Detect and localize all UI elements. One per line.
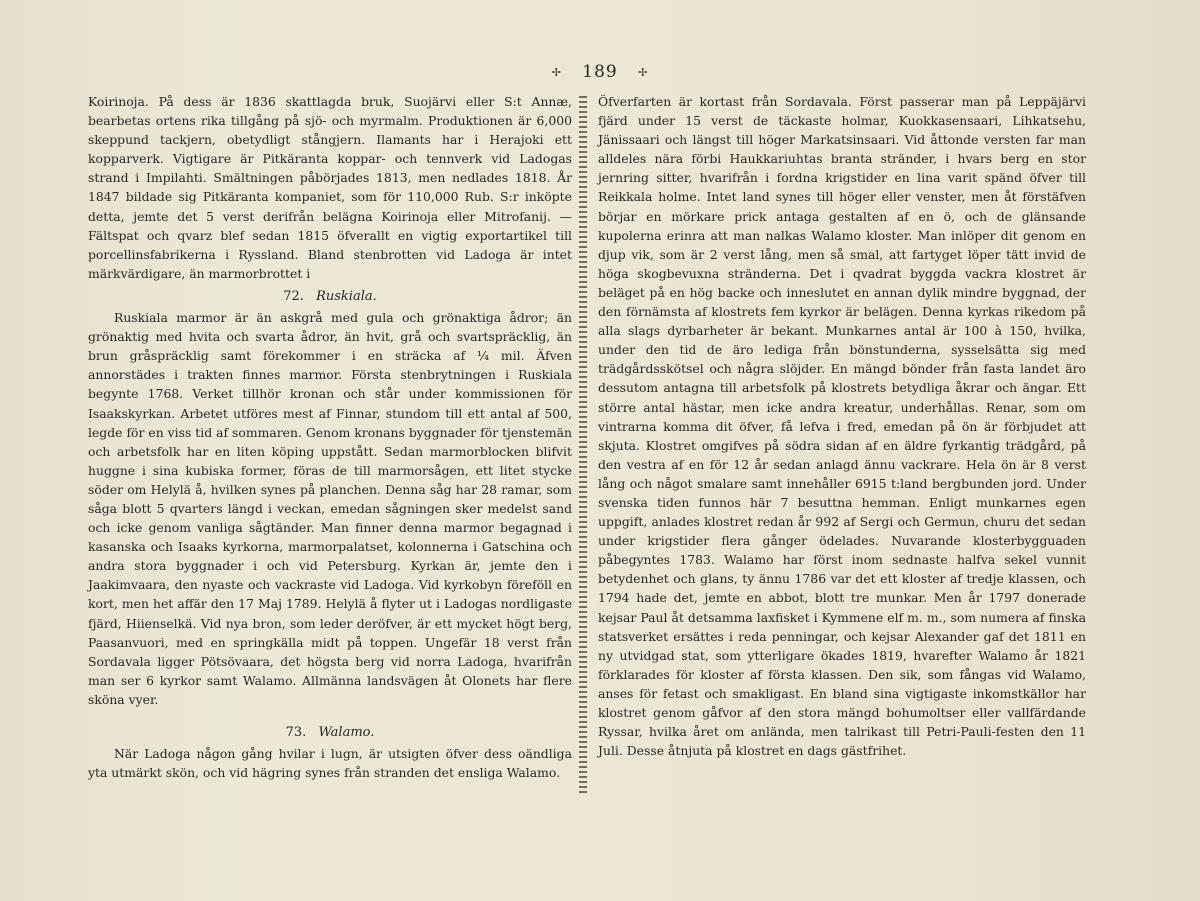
left-column	[88, 92, 572, 782]
page-number: 189	[582, 62, 618, 82]
left-paragraph-3: När Ladoga någon gång hvilar i lugn, är utsigten öfver dess oändliga yta utmärkt skön, och vid hägring synes från stranden det ensliga Walamo.	[88, 746, 572, 781]
section-number: 72.	[283, 288, 304, 304]
left-paragraph-1: Koirinoja. På dess är 1836 skattlagda bruk, Suojärvi eller S:t Annæ, bearbetas ortens rika tillgång på sjö- och myrmalm. Produktionen är 6,000 skeppund tackjern, obetydligt stångjern. Ilamants har i Herajoki ett kopparverk. Vigtigare är Pitkäranta koppar- och tennverk vid Ladogas strand i Impilahti. Smältningen påbörjades 1813, men nedlades 1818. År 1847 bildade sig Pitkäranta kompaniet, som för 110,000 Rub. S:r inköpte detta, jemte det 5 verst derifrån belägna Koirinoja eller Mitrofanij. — Fältspat och qvarz blef sedan 1815 öfverallt en vigtig exportartikel till porcellinsfabrikerna i Ryssland. Bland stenbrotten vid Ladoga är intet märkvärdigare, än marmorbrottet i	[88, 94, 572, 281]
section-heading-73	[88, 723, 572, 742]
column-divider	[579, 96, 587, 796]
ornament-left-icon: ✢	[551, 66, 562, 79]
section-heading-72	[88, 287, 572, 306]
right-column	[598, 92, 1086, 760]
section-title: Ruskiala.	[316, 288, 377, 304]
left-paragraph-2: Ruskiala marmor är än askgrå med gula och grönaktiga ådror; än grönaktig med hvita och svarta ådror, än hvit, grå och svartspräcklig, än brun gråspräcklig samt förekommer i en sträcka af ¼ mil. Äfven annorstädes i trakten finnes marmor. Första stenbrytningen i Ruskiala begynte 1768. Verket tillhör kronan och står under kommissionen för Isaakskyrkan. Arbetet utföres mest af Finnar, stundom till ett antal af 500, legde för en viss tid af sommaren. Genom kronans byggnader för tjenstemän och arbetsfolk har en liten köping uppstått. Sedan marmorblocken blifvit huggne i sina kubiska former, föras de till marmorsågen, ett litet stycke söder om Helylä å, hvilken synes på planchen. Denna såg har 28 ramar, som såga blott 5 qvarters längd i veckan, emedan sågningen sker medelst sand och icke genom vanliga sågtänder. Man finner denna marmor begagnad i kasanska och Isaaks kyrkorna, marmorpalatset, kolonnerna i Gatschina och andra stora byggnader i och vid Petersburg. Kyrkan är, jemte den i Jaakimvaara, den nyaste och vackraste vid Ladoga. Vid kyrkobyn föreföll en kort, men het affär den 17 Maj 1789. Helylä å flyter ut i Ladogas nordligaste fjärd, Hiienselkä. Vid nya bron, som leder deröfver, är ett mycket högt berg, Paasanvuori, med en springkälla midt på toppen. Ungefär 18 verst från Sordavala ligger Pötsövaara, det högsta berg vid norra Ladoga, hvarifrån man ser 6 kyrkor samt Walamo. Allmänna landsvägen åt Olonets har flere sköna vyer.	[88, 310, 572, 707]
right-paragraph-1: Öfverfarten är kortast från Sordavala. Först passerar man på Leppäjärvi fjärd under 15 verst de täckaste holmar, Kuokkasensaari, Lihkatsehu, Jänissaari och längst till höger Markatsinsaari. Vid åttonde versten far man alldeles nära förbi Haukkariuhtas branta stränder, i hvars berg en stor jernring sitter, hvarifrån i fordna krigstider en lina varit spänd öfver till Reikkala holme. Intet land synes till höger eller venster, men åt förstäfven börjar en mörkare prick antaga gestalten af en ö, och de glänsande kupolerna erinra att man nalkas Walamo kloster. Man inlöper dit genom en djup vik, som är 2 verst lång, men så smal, att fartyget löper tätt invid de höga skogbevuxna stränderna. Det i qvadrat byggda vackra klostret är beläget på en hög backe och inneslutet en annan dylik mindre byggnad, der den förnämsta af klostrets fem kyrkor är belägen. Denna kyrkas rikedom på alla slags dyrbarheter är bekant. Munkarnes antal är 100 à 150, hvilka, under den tid de äro lediga från bönstunderna, sysselsätta sig med trädgårdsskötsel och några slöjder. En mängd bönder från fasta landet äro dessutom antagna till arbetsfolk på klostrets betydliga åkrar och ängar. Ett större antal hästar, men icke andra kreatur, underhållas. Renar, som om vintrarna komma dit öfver, få lefva i fred, emedan på ön är förbjudet att skjuta. Klostret omgifves på södra sidan af en äldre fyrkantig trädgård, på den vestra af en för 12 år sedan anlagd ännu vackrare. Hela ön är 8 verst lång och något smalare samt innehåller 6915 t:land bergbunden jord. Under svenska tiden funnos här 7 besuttna hemman. Enligt munkarnes egen uppgift, anlades klostret redan år 992 af Sergi och Germun, churu det sedan under krigstider flera gånger ödelades. Nuvarande klosterbygguaden påbegyntes 1783. Walamo har först inom sednaste halfva sekel vunnit betydenhet och glans, ty ännu 1786 var det ett kloster af tredje klassen, och 1794 hade det, jemte en abbot, blott tre munkar. Men år 1797 donerade kejsar Paul åt detsamma laxfisket i Kymmene elf m. m., som numera af finska statsverket ersättes i reda penningar, och kejsar Alexander gaf det 1811 en ny utvidgad stat, som ytterligare ökades 1819, hvarefter Walamo år 1821 förklarades för kloster af första klassen. Den sik, som fångas vid Walamo, anses för fetast och smakligast. En bland sina vigtigaste inkomstkällor har klostret genom gåfvor af den stora mängd bohumoltser eller vallfärdande Ryssar, hvilka året om anlända, men talrikast till Petri-Pauli-festen den 11 Juli. Desse åtnjuta på klostret en dags gästfrihet.	[598, 94, 1086, 759]
section-title: Walamo.	[318, 725, 375, 740]
ornament-right-icon: ✢	[638, 66, 649, 79]
page-header	[0, 62, 1200, 82]
section-number: 73.	[285, 725, 307, 740]
